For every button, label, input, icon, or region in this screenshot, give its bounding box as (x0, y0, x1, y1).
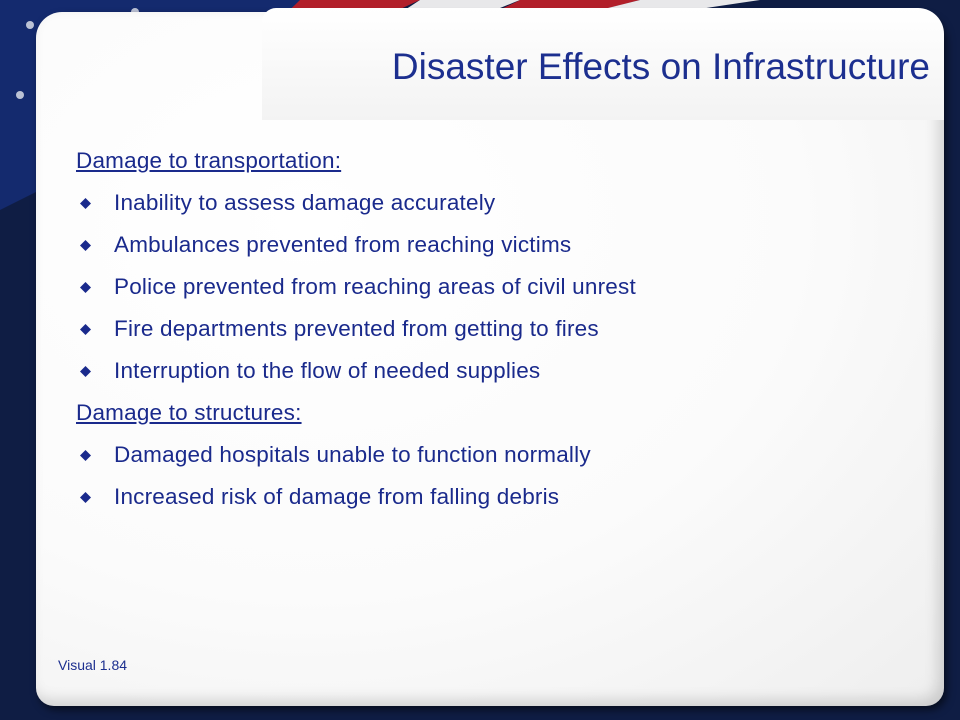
slide-number-label: Visual 1.84 (58, 657, 128, 673)
diamond-bullet-icon (76, 492, 114, 503)
diamond-bullet-icon (76, 240, 114, 251)
bullet-text: Police prevented from reaching areas of civil unrest (114, 274, 636, 299)
bullet-text: Inability to assess damage accurately (114, 190, 496, 215)
list-item (76, 434, 916, 476)
diamond-bullet-icon (76, 450, 114, 461)
bullet-text: Ambulances prevented from reaching victims (114, 232, 572, 257)
list-item (76, 182, 916, 224)
diamond-bullet-icon (76, 282, 114, 293)
section-heading-transportation: Damage to transportation: (76, 148, 342, 173)
diamond-bullet-icon (76, 324, 114, 335)
diamond-bullet-icon (76, 366, 114, 377)
bullet-text: Increased risk of damage from falling debris (114, 484, 560, 509)
slide-title: Disaster Effects on Infrastructure (391, 46, 930, 87)
slide-body (76, 140, 916, 518)
list-item (76, 266, 916, 308)
bullet-text: Interruption to the flow of needed supplies (114, 358, 541, 383)
list-item (76, 224, 916, 266)
list-item (76, 308, 916, 350)
bullet-text: Fire departments prevented from getting to fires (114, 316, 599, 341)
section-heading-structures: Damage to structures: (76, 400, 302, 425)
list-item (76, 350, 916, 392)
list-item (76, 476, 916, 518)
diamond-bullet-icon (76, 198, 114, 209)
bullet-text: Damaged hospitals unable to function normally (114, 442, 591, 467)
